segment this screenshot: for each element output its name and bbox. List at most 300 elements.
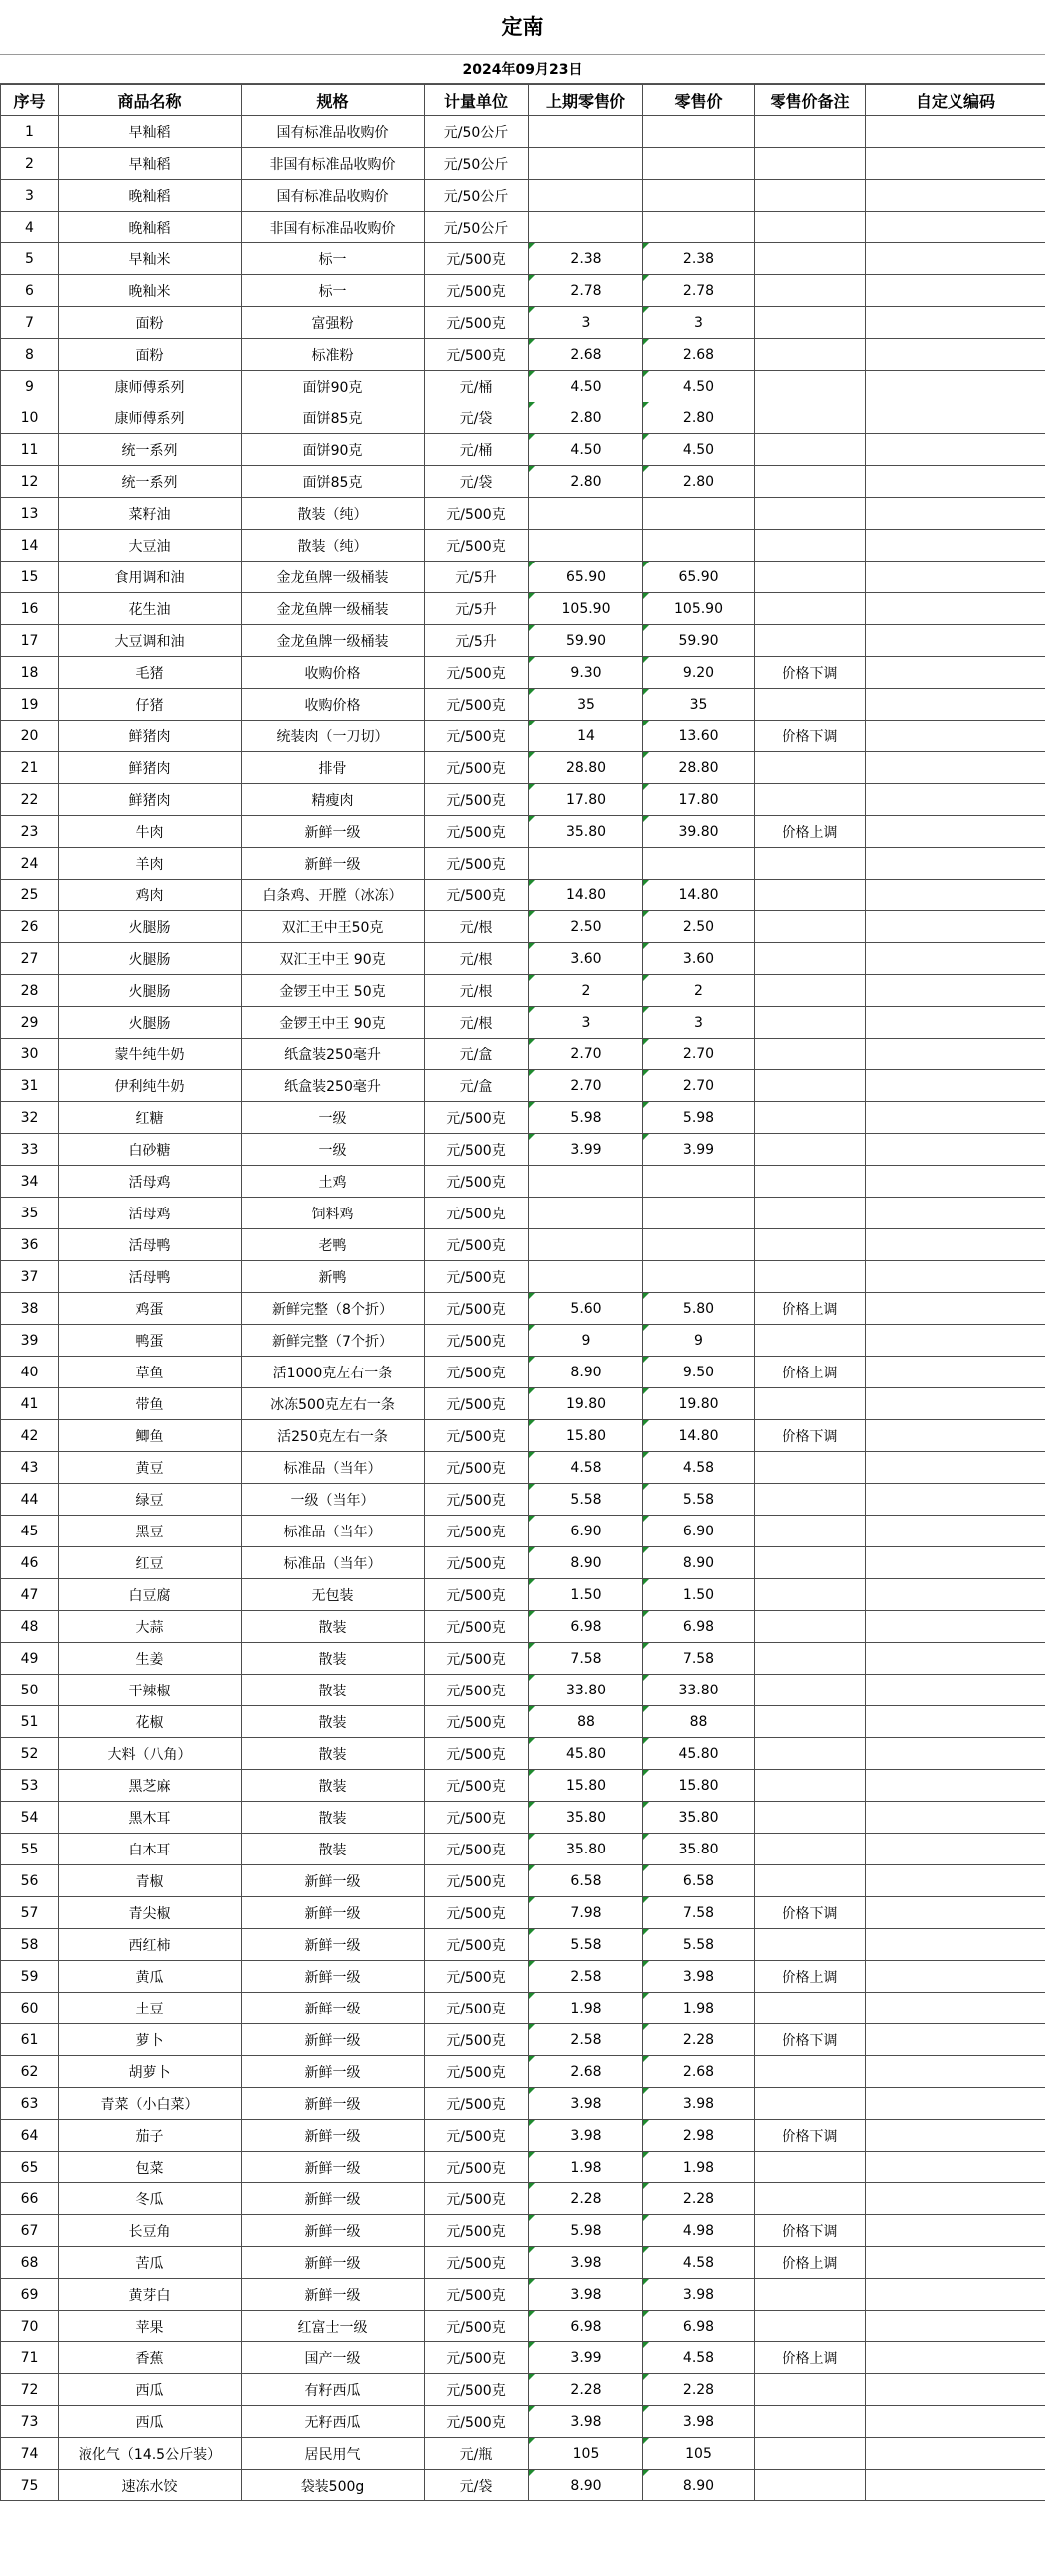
cell-price[interactable]: 65.90 (643, 562, 755, 593)
cell-custom-code[interactable] (866, 1134, 1045, 1166)
cell-spec[interactable]: 标一 (242, 275, 425, 307)
cell-index[interactable]: 35 (1, 1198, 59, 1229)
cell-index[interactable]: 7 (1, 307, 59, 339)
cell-unit[interactable]: 元/500克 (425, 1547, 529, 1579)
cell-index[interactable]: 62 (1, 2056, 59, 2088)
cell-name[interactable]: 面粉 (59, 307, 242, 339)
cell-custom-code[interactable] (866, 1039, 1045, 1070)
cell-unit[interactable]: 元/500克 (425, 657, 529, 689)
cell-price[interactable]: 28.80 (643, 752, 755, 784)
cell-price[interactable]: 45.80 (643, 1738, 755, 1770)
cell-spec[interactable]: 散装 (242, 1675, 425, 1706)
cell-price[interactable]: 2.50 (643, 911, 755, 943)
cell-spec[interactable]: 金锣王中王 50克 (242, 975, 425, 1007)
cell-price[interactable]: 4.50 (643, 371, 755, 402)
cell-price[interactable]: 4.50 (643, 434, 755, 466)
cell-custom-code[interactable] (866, 180, 1045, 212)
cell-custom-code[interactable] (866, 498, 1045, 530)
cell-price-note[interactable] (755, 1802, 866, 1834)
cell-price-note[interactable] (755, 148, 866, 180)
cell-name[interactable]: 青椒 (59, 1865, 242, 1897)
cell-custom-code[interactable] (866, 1102, 1045, 1134)
cell-index[interactable]: 31 (1, 1070, 59, 1102)
cell-index[interactable]: 26 (1, 911, 59, 943)
cell-name[interactable]: 活母鸭 (59, 1261, 242, 1293)
cell-name[interactable]: 白砂糖 (59, 1134, 242, 1166)
cell-custom-code[interactable] (866, 593, 1045, 625)
cell-prev-price[interactable]: 3.99 (529, 1134, 643, 1166)
cell-name[interactable]: 白豆腐 (59, 1579, 242, 1611)
cell-spec[interactable]: 金锣王中王 90克 (242, 1007, 425, 1039)
cell-price-note[interactable] (755, 275, 866, 307)
cell-price[interactable]: 5.98 (643, 1102, 755, 1134)
cell-custom-code[interactable] (866, 1802, 1045, 1834)
cell-spec[interactable]: 新鲜一级 (242, 2088, 425, 2120)
cell-prev-price[interactable]: 35 (529, 689, 643, 721)
cell-prev-price[interactable]: 2.58 (529, 2024, 643, 2056)
cell-prev-price[interactable]: 9.30 (529, 657, 643, 689)
cell-price-note[interactable] (755, 1770, 866, 1802)
cell-index[interactable]: 64 (1, 2120, 59, 2152)
cell-price-note[interactable] (755, 1007, 866, 1039)
cell-price[interactable]: 3.98 (643, 2279, 755, 2311)
cell-custom-code[interactable] (866, 975, 1045, 1007)
cell-index[interactable]: 74 (1, 2438, 59, 2470)
cell-unit[interactable]: 元/500克 (425, 1102, 529, 1134)
cell-index[interactable]: 39 (1, 1325, 59, 1357)
cell-index[interactable]: 5 (1, 243, 59, 275)
cell-unit[interactable]: 元/500克 (425, 1357, 529, 1388)
cell-custom-code[interactable] (866, 1070, 1045, 1102)
cell-prev-price[interactable]: 35.80 (529, 816, 643, 848)
cell-price[interactable]: 105 (643, 2438, 755, 2470)
cell-price[interactable]: 2 (643, 975, 755, 1007)
cell-unit[interactable]: 元/袋 (425, 402, 529, 434)
cell-unit[interactable]: 元/500克 (425, 848, 529, 880)
cell-price-note[interactable] (755, 1198, 866, 1229)
cell-spec[interactable]: 标一 (242, 243, 425, 275)
cell-custom-code[interactable] (866, 2406, 1045, 2438)
cell-spec[interactable]: 红富士一级 (242, 2311, 425, 2342)
cell-prev-price[interactable]: 19.80 (529, 1388, 643, 1420)
cell-price-note[interactable] (755, 1070, 866, 1102)
cell-prev-price[interactable]: 1.98 (529, 1993, 643, 2024)
cell-name[interactable]: 早籼米 (59, 243, 242, 275)
cell-name[interactable]: 土豆 (59, 1993, 242, 2024)
cell-unit[interactable]: 元/500克 (425, 2247, 529, 2279)
cell-index[interactable]: 6 (1, 275, 59, 307)
cell-price-note[interactable] (755, 1484, 866, 1516)
cell-unit[interactable]: 元/500克 (425, 1134, 529, 1166)
cell-custom-code[interactable] (866, 371, 1045, 402)
cell-name[interactable]: 西瓜 (59, 2374, 242, 2406)
cell-spec[interactable]: 袋装500g (242, 2470, 425, 2501)
cell-prev-price[interactable]: 2.28 (529, 2183, 643, 2215)
cell-unit[interactable]: 元/500克 (425, 816, 529, 848)
cell-unit[interactable]: 元/500克 (425, 1675, 529, 1706)
cell-price[interactable]: 19.80 (643, 1388, 755, 1420)
cell-index[interactable]: 60 (1, 1993, 59, 2024)
cell-name[interactable]: 生姜 (59, 1643, 242, 1675)
cell-prev-price[interactable]: 1.98 (529, 2152, 643, 2183)
cell-unit[interactable]: 元/根 (425, 943, 529, 975)
cell-spec[interactable]: 收购价格 (242, 689, 425, 721)
cell-prev-price[interactable] (529, 1198, 643, 1229)
cell-price-note[interactable] (755, 593, 866, 625)
cell-unit[interactable]: 元/500克 (425, 689, 529, 721)
cell-index[interactable]: 23 (1, 816, 59, 848)
cell-unit[interactable]: 元/500克 (425, 2056, 529, 2088)
cell-spec[interactable]: 国产一级 (242, 2342, 425, 2374)
cell-spec[interactable]: 面饼85克 (242, 466, 425, 498)
cell-unit[interactable]: 元/根 (425, 1007, 529, 1039)
cell-price[interactable]: 9 (643, 1325, 755, 1357)
cell-custom-code[interactable] (866, 1643, 1045, 1675)
cell-prev-price[interactable] (529, 1229, 643, 1261)
cell-prev-price[interactable]: 7.98 (529, 1897, 643, 1929)
cell-price[interactable]: 2.28 (643, 2024, 755, 2056)
cell-price-note[interactable] (755, 212, 866, 243)
cell-price[interactable]: 9.50 (643, 1357, 755, 1388)
cell-price[interactable]: 2.28 (643, 2374, 755, 2406)
cell-spec[interactable]: 金龙鱼牌一级桶装 (242, 593, 425, 625)
cell-price-note[interactable] (755, 1134, 866, 1166)
cell-unit[interactable]: 元/5升 (425, 562, 529, 593)
cell-index[interactable]: 38 (1, 1293, 59, 1325)
cell-prev-price[interactable]: 15.80 (529, 1420, 643, 1452)
cell-name[interactable]: 茄子 (59, 2120, 242, 2152)
cell-unit[interactable]: 元/50公斤 (425, 180, 529, 212)
cell-name[interactable]: 长豆角 (59, 2215, 242, 2247)
cell-prev-price[interactable]: 3.60 (529, 943, 643, 975)
cell-price[interactable]: 2.68 (643, 339, 755, 371)
cell-prev-price[interactable]: 35.80 (529, 1834, 643, 1865)
cell-name[interactable]: 黑芝麻 (59, 1770, 242, 1802)
cell-custom-code[interactable] (866, 275, 1045, 307)
cell-price[interactable]: 3.60 (643, 943, 755, 975)
cell-custom-code[interactable] (866, 2120, 1045, 2152)
cell-unit[interactable]: 元/500克 (425, 1897, 529, 1929)
cell-name[interactable]: 红糖 (59, 1102, 242, 1134)
cell-spec[interactable]: 新鲜一级 (242, 2120, 425, 2152)
cell-index[interactable]: 4 (1, 212, 59, 243)
cell-name[interactable]: 胡萝卜 (59, 2056, 242, 2088)
cell-index[interactable]: 56 (1, 1865, 59, 1897)
cell-spec[interactable]: 富强粉 (242, 307, 425, 339)
cell-unit[interactable]: 元/500克 (425, 243, 529, 275)
cell-price-note[interactable] (755, 1325, 866, 1357)
cell-price[interactable]: 2.70 (643, 1039, 755, 1070)
cell-prev-price[interactable]: 3.98 (529, 2279, 643, 2311)
cell-spec[interactable]: 一级 (242, 1134, 425, 1166)
cell-price-note[interactable] (755, 1993, 866, 2024)
cell-name[interactable]: 大料（八角） (59, 1738, 242, 1770)
cell-spec[interactable]: 有籽西瓜 (242, 2374, 425, 2406)
cell-price-note[interactable]: 价格下调 (755, 2215, 866, 2247)
col-header-price-note[interactable]: 零售价备注 (755, 85, 866, 116)
cell-unit[interactable]: 元/袋 (425, 466, 529, 498)
cell-price[interactable]: 14.80 (643, 1420, 755, 1452)
cell-index[interactable]: 54 (1, 1802, 59, 1834)
cell-price-note[interactable] (755, 880, 866, 911)
cell-price-note[interactable] (755, 1388, 866, 1420)
col-header-unit[interactable]: 计量单位 (425, 85, 529, 116)
cell-price-note[interactable] (755, 371, 866, 402)
cell-price[interactable]: 35.80 (643, 1834, 755, 1865)
cell-prev-price[interactable]: 2 (529, 975, 643, 1007)
cell-index[interactable]: 61 (1, 2024, 59, 2056)
col-header-price[interactable]: 零售价 (643, 85, 755, 116)
cell-price[interactable]: 88 (643, 1706, 755, 1738)
cell-name[interactable]: 苹果 (59, 2311, 242, 2342)
cell-custom-code[interactable] (866, 307, 1045, 339)
cell-price[interactable] (643, 116, 755, 148)
cell-index[interactable]: 67 (1, 2215, 59, 2247)
cell-unit[interactable]: 元/袋 (425, 2470, 529, 2501)
cell-unit[interactable]: 元/根 (425, 975, 529, 1007)
cell-price-note[interactable] (755, 116, 866, 148)
cell-prev-price[interactable]: 8.90 (529, 1547, 643, 1579)
cell-price-note[interactable] (755, 1929, 866, 1961)
cell-price[interactable]: 14.80 (643, 880, 755, 911)
cell-price[interactable] (643, 1229, 755, 1261)
cell-unit[interactable]: 元/500克 (425, 1865, 529, 1897)
cell-name[interactable]: 黄瓜 (59, 1961, 242, 1993)
cell-custom-code[interactable] (866, 1293, 1045, 1325)
cell-price-note[interactable] (755, 2279, 866, 2311)
cell-name[interactable]: 青尖椒 (59, 1897, 242, 1929)
cell-spec[interactable]: 面饼90克 (242, 434, 425, 466)
cell-custom-code[interactable] (866, 2024, 1045, 2056)
col-header-index[interactable]: 序号 (1, 85, 59, 116)
cell-custom-code[interactable] (866, 148, 1045, 180)
cell-price-note[interactable] (755, 1611, 866, 1643)
cell-unit[interactable]: 元/500克 (425, 307, 529, 339)
cell-unit[interactable]: 元/50公斤 (425, 148, 529, 180)
cell-prev-price[interactable]: 2.70 (529, 1039, 643, 1070)
cell-name[interactable]: 统一系列 (59, 434, 242, 466)
cell-spec[interactable]: 新鲜一级 (242, 1993, 425, 2024)
cell-index[interactable]: 10 (1, 402, 59, 434)
cell-name[interactable]: 干辣椒 (59, 1675, 242, 1706)
cell-prev-price[interactable]: 7.58 (529, 1643, 643, 1675)
cell-index[interactable]: 70 (1, 2311, 59, 2342)
cell-custom-code[interactable] (866, 562, 1045, 593)
cell-index[interactable]: 52 (1, 1738, 59, 1770)
cell-unit[interactable]: 元/500克 (425, 1325, 529, 1357)
cell-price-note[interactable] (755, 562, 866, 593)
cell-price-note[interactable] (755, 2311, 866, 2342)
cell-unit[interactable]: 元/500克 (425, 1229, 529, 1261)
cell-custom-code[interactable] (866, 2088, 1045, 2120)
cell-prev-price[interactable]: 33.80 (529, 1675, 643, 1706)
cell-price-note[interactable]: 价格下调 (755, 657, 866, 689)
cell-spec[interactable]: 国有标准品收购价 (242, 180, 425, 212)
cell-custom-code[interactable] (866, 880, 1045, 911)
cell-unit[interactable]: 元/盒 (425, 1039, 529, 1070)
cell-index[interactable]: 15 (1, 562, 59, 593)
cell-custom-code[interactable] (866, 212, 1045, 243)
cell-custom-code[interactable] (866, 339, 1045, 371)
cell-unit[interactable]: 元/500克 (425, 1738, 529, 1770)
cell-index[interactable]: 51 (1, 1706, 59, 1738)
cell-name[interactable]: 鸡蛋 (59, 1293, 242, 1325)
cell-price[interactable] (643, 1166, 755, 1198)
cell-price[interactable] (643, 498, 755, 530)
cell-name[interactable]: 火腿肠 (59, 911, 242, 943)
cell-spec[interactable]: 土鸡 (242, 1166, 425, 1198)
cell-custom-code[interactable] (866, 2311, 1045, 2342)
cell-unit[interactable]: 元/500克 (425, 1961, 529, 1993)
cell-index[interactable]: 55 (1, 1834, 59, 1865)
cell-name[interactable]: 伊利纯牛奶 (59, 1070, 242, 1102)
cell-price[interactable] (643, 212, 755, 243)
cell-name[interactable]: 大豆调和油 (59, 625, 242, 657)
cell-price-note[interactable] (755, 911, 866, 943)
cell-spec[interactable]: 新鲜完整（7个折） (242, 1325, 425, 1357)
cell-price[interactable]: 4.58 (643, 2247, 755, 2279)
cell-name[interactable]: 包菜 (59, 2152, 242, 2183)
cell-custom-code[interactable] (866, 943, 1045, 975)
cell-custom-code[interactable] (866, 657, 1045, 689)
cell-spec[interactable]: 金龙鱼牌一级桶装 (242, 562, 425, 593)
cell-spec[interactable]: 新鲜完整（8个折） (242, 1293, 425, 1325)
cell-custom-code[interactable] (866, 848, 1045, 880)
cell-prev-price[interactable]: 6.98 (529, 2311, 643, 2342)
cell-prev-price[interactable]: 8.90 (529, 1357, 643, 1388)
cell-prev-price[interactable]: 3.99 (529, 2342, 643, 2374)
cell-spec[interactable]: 新鲜一级 (242, 1865, 425, 1897)
cell-index[interactable]: 1 (1, 116, 59, 148)
cell-custom-code[interactable] (866, 1611, 1045, 1643)
cell-name[interactable]: 速冻水饺 (59, 2470, 242, 2501)
cell-price-note[interactable] (755, 2088, 866, 2120)
cell-price[interactable]: 13.60 (643, 721, 755, 752)
cell-name[interactable]: 早籼稻 (59, 148, 242, 180)
cell-spec[interactable]: 新鸭 (242, 1261, 425, 1293)
cell-name[interactable]: 毛猪 (59, 657, 242, 689)
cell-index[interactable]: 49 (1, 1643, 59, 1675)
cell-name[interactable]: 冬瓜 (59, 2183, 242, 2215)
cell-unit[interactable]: 元/500克 (425, 1388, 529, 1420)
cell-name[interactable]: 绿豆 (59, 1484, 242, 1516)
cell-custom-code[interactable] (866, 2470, 1045, 2501)
cell-unit[interactable]: 元/桶 (425, 434, 529, 466)
cell-spec[interactable]: 散装 (242, 1802, 425, 1834)
cell-spec[interactable]: 新鲜一级 (242, 816, 425, 848)
cell-prev-price[interactable]: 5.60 (529, 1293, 643, 1325)
cell-price[interactable]: 2.38 (643, 243, 755, 275)
cell-custom-code[interactable] (866, 1325, 1045, 1357)
cell-custom-code[interactable] (866, 1261, 1045, 1293)
cell-spec[interactable]: 非国有标准品收购价 (242, 212, 425, 243)
cell-price[interactable]: 39.80 (643, 816, 755, 848)
cell-name[interactable]: 西瓜 (59, 2406, 242, 2438)
cell-prev-price[interactable]: 6.58 (529, 1865, 643, 1897)
cell-index[interactable]: 25 (1, 880, 59, 911)
cell-unit[interactable]: 元/500克 (425, 1484, 529, 1516)
cell-price-note[interactable] (755, 975, 866, 1007)
cell-custom-code[interactable] (866, 2247, 1045, 2279)
cell-prev-price[interactable]: 88 (529, 1706, 643, 1738)
cell-custom-code[interactable] (866, 1993, 1045, 2024)
cell-spec[interactable]: 散装 (242, 1643, 425, 1675)
cell-custom-code[interactable] (866, 434, 1045, 466)
cell-price-note[interactable] (755, 530, 866, 562)
cell-name[interactable]: 活母鸭 (59, 1229, 242, 1261)
cell-name[interactable]: 晚籼稻 (59, 180, 242, 212)
cell-prev-price[interactable]: 105.90 (529, 593, 643, 625)
cell-price-note[interactable] (755, 848, 866, 880)
cell-price-note[interactable] (755, 1261, 866, 1293)
cell-name[interactable]: 食用调和油 (59, 562, 242, 593)
cell-price-note[interactable] (755, 1547, 866, 1579)
cell-custom-code[interactable] (866, 1166, 1045, 1198)
cell-price[interactable]: 6.58 (643, 1865, 755, 1897)
cell-spec[interactable]: 散装 (242, 1611, 425, 1643)
cell-index[interactable]: 40 (1, 1357, 59, 1388)
cell-spec[interactable]: 新鲜一级 (242, 2183, 425, 2215)
cell-price[interactable]: 4.98 (643, 2215, 755, 2247)
cell-price[interactable]: 2.78 (643, 275, 755, 307)
cell-price[interactable] (643, 1261, 755, 1293)
cell-index[interactable]: 11 (1, 434, 59, 466)
cell-unit[interactable]: 元/50公斤 (425, 116, 529, 148)
cell-spec[interactable]: 面饼85克 (242, 402, 425, 434)
cell-spec[interactable]: 标准品（当年） (242, 1452, 425, 1484)
cell-custom-code[interactable] (866, 1420, 1045, 1452)
cell-custom-code[interactable] (866, 1706, 1045, 1738)
cell-spec[interactable]: 居民用气 (242, 2438, 425, 2470)
cell-unit[interactable]: 元/500克 (425, 498, 529, 530)
cell-price[interactable]: 2.28 (643, 2183, 755, 2215)
cell-index[interactable]: 43 (1, 1452, 59, 1484)
cell-prev-price[interactable]: 65.90 (529, 562, 643, 593)
cell-index[interactable]: 30 (1, 1039, 59, 1070)
cell-name[interactable]: 萝卜 (59, 2024, 242, 2056)
cell-unit[interactable]: 元/500克 (425, 2152, 529, 2183)
cell-prev-price[interactable]: 5.98 (529, 1102, 643, 1134)
cell-price[interactable]: 3.98 (643, 2406, 755, 2438)
cell-price-note[interactable] (755, 784, 866, 816)
cell-name[interactable]: 康师傅系列 (59, 402, 242, 434)
cell-price[interactable]: 59.90 (643, 625, 755, 657)
cell-custom-code[interactable] (866, 689, 1045, 721)
cell-price-note[interactable] (755, 243, 866, 275)
cell-price[interactable] (643, 530, 755, 562)
cell-index[interactable]: 18 (1, 657, 59, 689)
cell-price[interactable]: 3.98 (643, 1961, 755, 1993)
cell-unit[interactable]: 元/500克 (425, 2183, 529, 2215)
cell-price-note[interactable] (755, 402, 866, 434)
cell-unit[interactable]: 元/盒 (425, 1070, 529, 1102)
cell-name[interactable]: 仔猪 (59, 689, 242, 721)
cell-custom-code[interactable] (866, 1357, 1045, 1388)
cell-prev-price[interactable]: 2.28 (529, 2374, 643, 2406)
cell-spec[interactable]: 面饼90克 (242, 371, 425, 402)
cell-prev-price[interactable] (529, 212, 643, 243)
cell-spec[interactable]: 活250克左右一条 (242, 1420, 425, 1452)
cell-price[interactable]: 7.58 (643, 1897, 755, 1929)
cell-prev-price[interactable]: 28.80 (529, 752, 643, 784)
cell-spec[interactable]: 双汇王中王50克 (242, 911, 425, 943)
cell-index[interactable]: 58 (1, 1929, 59, 1961)
cell-custom-code[interactable] (866, 1929, 1045, 1961)
cell-prev-price[interactable]: 3.98 (529, 2247, 643, 2279)
cell-unit[interactable]: 元/500克 (425, 1770, 529, 1802)
cell-prev-price[interactable]: 2.70 (529, 1070, 643, 1102)
cell-custom-code[interactable] (866, 2152, 1045, 2183)
